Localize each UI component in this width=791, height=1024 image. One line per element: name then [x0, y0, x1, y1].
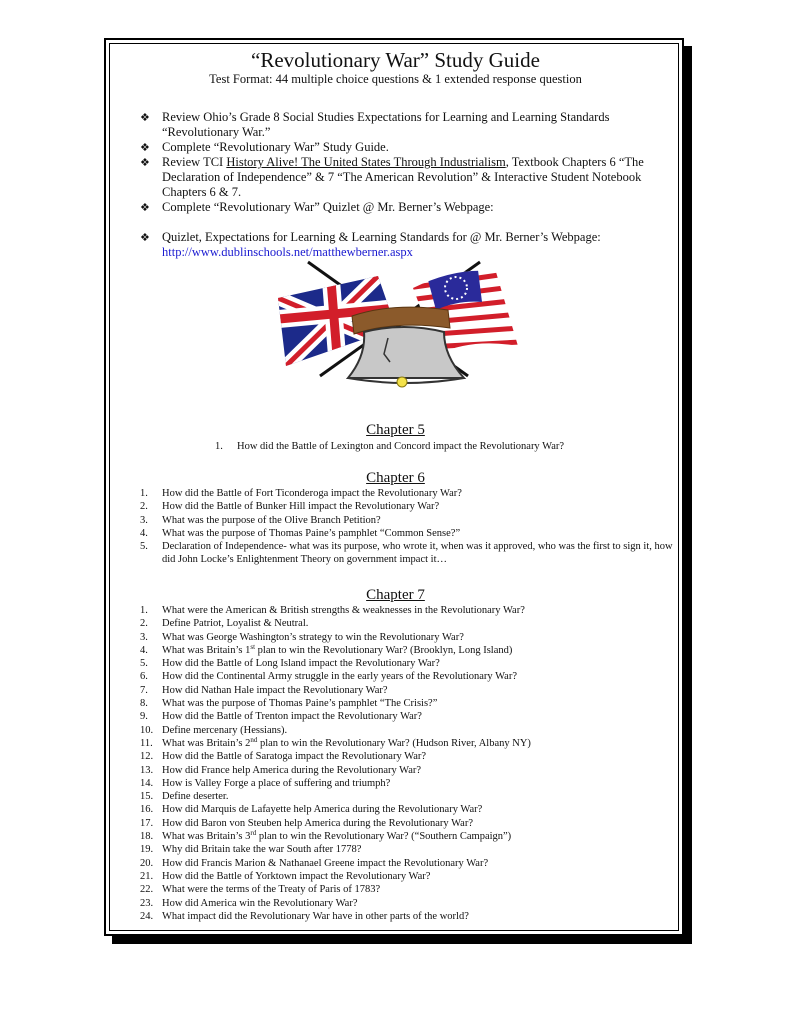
- question-text: What was the purpose of Thomas Paine’s pamphlet “The Crisis?”: [162, 698, 438, 710]
- question-item: [140, 514, 675, 527]
- question-item: [140, 737, 675, 750]
- question-text: What was Britain’s 1st plan to win the Revolutionary War? (Brooklyn, Long Island): [162, 642, 513, 656]
- question-text: How did the Battle of Long Island impact the Revolutionary War?: [162, 658, 440, 670]
- question-text: What was Britain’s 3rd plan to win the Revolutionary War? (“Southern Campaign”): [162, 829, 512, 843]
- task-item: ❖ Review TCI History Alive! The United States Through Industrialism, Textbook Chapters 6 “The Declaration of Independence” & 7 “The American Revolution” & Interactive Student Notebook Chapters 6 & 7.: [140, 155, 644, 199]
- question-text: How did Baron von Steuben help America during the Revolutionary War?: [162, 817, 473, 829]
- question-number: 11.: [140, 737, 153, 749]
- question-number: 2.: [140, 501, 148, 513]
- question-number: 24.: [140, 910, 154, 922]
- question-item: [140, 724, 675, 737]
- test-format-subtitle: Test Format: 44 multiple choice questions & 1 extended response question: [209, 72, 582, 86]
- question-number: 8.: [140, 698, 148, 710]
- question-item: [140, 910, 675, 923]
- question-item: [140, 897, 675, 910]
- diamond-bullet-icon: ❖: [140, 231, 150, 244]
- chapter-7-heading: Chapter 7: [366, 587, 425, 603]
- question-item: [140, 764, 675, 777]
- question-item: [140, 857, 675, 870]
- question-number: 4.: [140, 527, 148, 539]
- question-number: 4.: [140, 644, 148, 656]
- question-number: 20.: [140, 857, 154, 869]
- question-number: 9.: [140, 711, 148, 723]
- question-item: [140, 657, 675, 670]
- question-item: [140, 830, 675, 843]
- question-item: [140, 604, 675, 617]
- question-number: 3.: [140, 514, 148, 526]
- question-number: 10.: [140, 724, 154, 736]
- question-item: [140, 870, 675, 883]
- webpage-link[interactable]: http://www.dublinschools.net/matthewberner.aspx: [162, 245, 413, 259]
- question-text: What was George Washington’s strategy to win the Revolutionary War?: [162, 631, 464, 643]
- question-text: How did the Battle of Fort Ticonderoga impact the Revolutionary War?: [162, 488, 462, 499]
- question-text: How did the Battle of Saratoga impact the Revolutionary War?: [162, 751, 427, 763]
- question-text: What was Britain’s 2nd plan to win the Revolutionary War? (Hudson River, Albany NY): [162, 735, 531, 749]
- question-number: 5.: [140, 658, 148, 670]
- textbook-title: History Alive! The United States Through Industrialism: [226, 155, 506, 169]
- question-number: 19.: [140, 844, 154, 856]
- chapter-5-heading: Chapter 5: [366, 422, 425, 438]
- task-list: [140, 110, 675, 260]
- chapter-5-questions: [215, 440, 675, 453]
- question-number: 2.: [140, 618, 148, 630]
- question-number: 22.: [140, 884, 154, 896]
- question-number: 17.: [140, 817, 154, 829]
- question-number: 21.: [140, 870, 154, 882]
- question-text: What impact did the Revolutionary War have in other parts of the world?: [162, 910, 469, 922]
- question-item: [140, 777, 675, 790]
- question-text: What were the American & British strengths & weaknesses in the Revolutionary War?: [162, 605, 525, 616]
- question-text: How did Francis Marion & Nathanael Greene impact the Revolutionary War?: [162, 857, 489, 869]
- question-text: How did France help America during the Revolutionary War?: [162, 764, 422, 776]
- task-item: ❖ Complete “Revolutionary War” Study Guide.: [140, 140, 389, 154]
- question-number: 16.: [140, 804, 154, 816]
- crossed-flags-liberty-bell-illustration: [268, 258, 520, 398]
- diamond-bullet-icon: ❖: [140, 156, 150, 169]
- task-item: ❖ Review Ohio’s Grade 8 Social Studies Expectations for Learning and Learning Standards “Revolutionary War.”: [140, 110, 610, 139]
- question-number: 18.: [140, 831, 154, 843]
- question-text: How is Valley Forge a place of suffering and triumph?: [162, 777, 391, 789]
- question-text: How did America win the Revolutionary War?: [162, 897, 358, 909]
- question-item: [215, 440, 675, 453]
- question-number: 6.: [140, 671, 148, 683]
- chapter-6-heading: Chapter 6: [366, 470, 425, 486]
- question-item: [140, 527, 675, 540]
- question-item: [140, 750, 675, 763]
- question-text: Define deserter.: [162, 791, 229, 803]
- question-item: [140, 803, 675, 816]
- question-text: What was the purpose of Thomas Paine’s pamphlet “Common Sense?”: [162, 527, 461, 539]
- diamond-bullet-icon: ❖: [140, 201, 150, 214]
- question-item: [140, 883, 675, 896]
- question-text: What was the purpose of the Olive Branch Petition?: [162, 514, 381, 526]
- question-item: [140, 617, 675, 630]
- question-number: 1.: [140, 488, 148, 499]
- question-text: How did the Battle of Trenton impact the Revolutionary War?: [162, 711, 422, 723]
- question-item: [140, 487, 675, 500]
- question-text: How did the Battle of Yorktown impact the Revolutionary War?: [162, 870, 431, 882]
- question-number: 3.: [140, 631, 148, 643]
- question-item: [140, 843, 675, 856]
- question-number: 7.: [140, 684, 148, 696]
- question-item: [140, 697, 675, 710]
- question-item: [140, 500, 675, 513]
- chapter-6-questions: [140, 487, 675, 567]
- question-item: [140, 540, 675, 567]
- question-number: 23.: [140, 897, 154, 909]
- page-title: “Revolutionary War” Study Guide: [251, 48, 540, 72]
- question-text: Declaration of Independence- what was its purpose, who wrote it, when was it approved, who was the first to sign it, how did John Locke’s Enlightenment Theory on government impact it…: [162, 541, 673, 566]
- question-text: How did the Battle of Lexington and Concord impact the Revolutionary War?: [237, 441, 565, 452]
- question-text: How did Nathan Hale impact the Revolutionary War?: [162, 684, 388, 696]
- question-item: [140, 710, 675, 723]
- question-number: 1.: [140, 605, 148, 616]
- question-text: Define mercenary (Hessians).: [162, 724, 288, 736]
- question-text: How did the Continental Army struggle in the early years of the Revolutionary War?: [162, 671, 518, 683]
- question-number: 15.: [140, 791, 154, 803]
- question-item: [140, 817, 675, 830]
- question-number: 13.: [140, 764, 154, 776]
- question-text: How did Marquis de Lafayette help America during the Revolutionary War?: [162, 804, 483, 816]
- question-number: 5.: [140, 541, 148, 553]
- question-item: [140, 670, 675, 683]
- chapter-7-questions: [140, 604, 675, 923]
- diamond-bullet-icon: ❖: [140, 141, 150, 154]
- question-number: 1.: [215, 441, 223, 452]
- question-number: 12.: [140, 751, 154, 763]
- question-text: How did the Battle of Bunker Hill impact the Revolutionary War?: [162, 501, 440, 513]
- task-item: ❖ Complete “Revolutionary War” Quizlet @ Mr. Berner’s Webpage:: [140, 200, 494, 214]
- question-item: [140, 631, 675, 644]
- bell-clapper: [397, 377, 407, 387]
- question-item: [140, 684, 675, 697]
- question-text: Why did Britain take the war South after 1778?: [162, 844, 362, 856]
- question-number: 14.: [140, 777, 154, 789]
- question-text: What were the terms of the Treaty of Paris of 1783?: [162, 884, 381, 896]
- task-item: ❖ Quizlet, Expectations for Learning & Learning Standards for @ Mr. Berner’s Webpage: http://www.dublinschools.net/matthewberner.aspx: [140, 230, 601, 259]
- question-item: [140, 644, 675, 657]
- question-item: [140, 790, 675, 803]
- diamond-bullet-icon: ❖: [140, 111, 150, 124]
- question-text: Define Patriot, Loyalist & Neutral.: [162, 618, 309, 630]
